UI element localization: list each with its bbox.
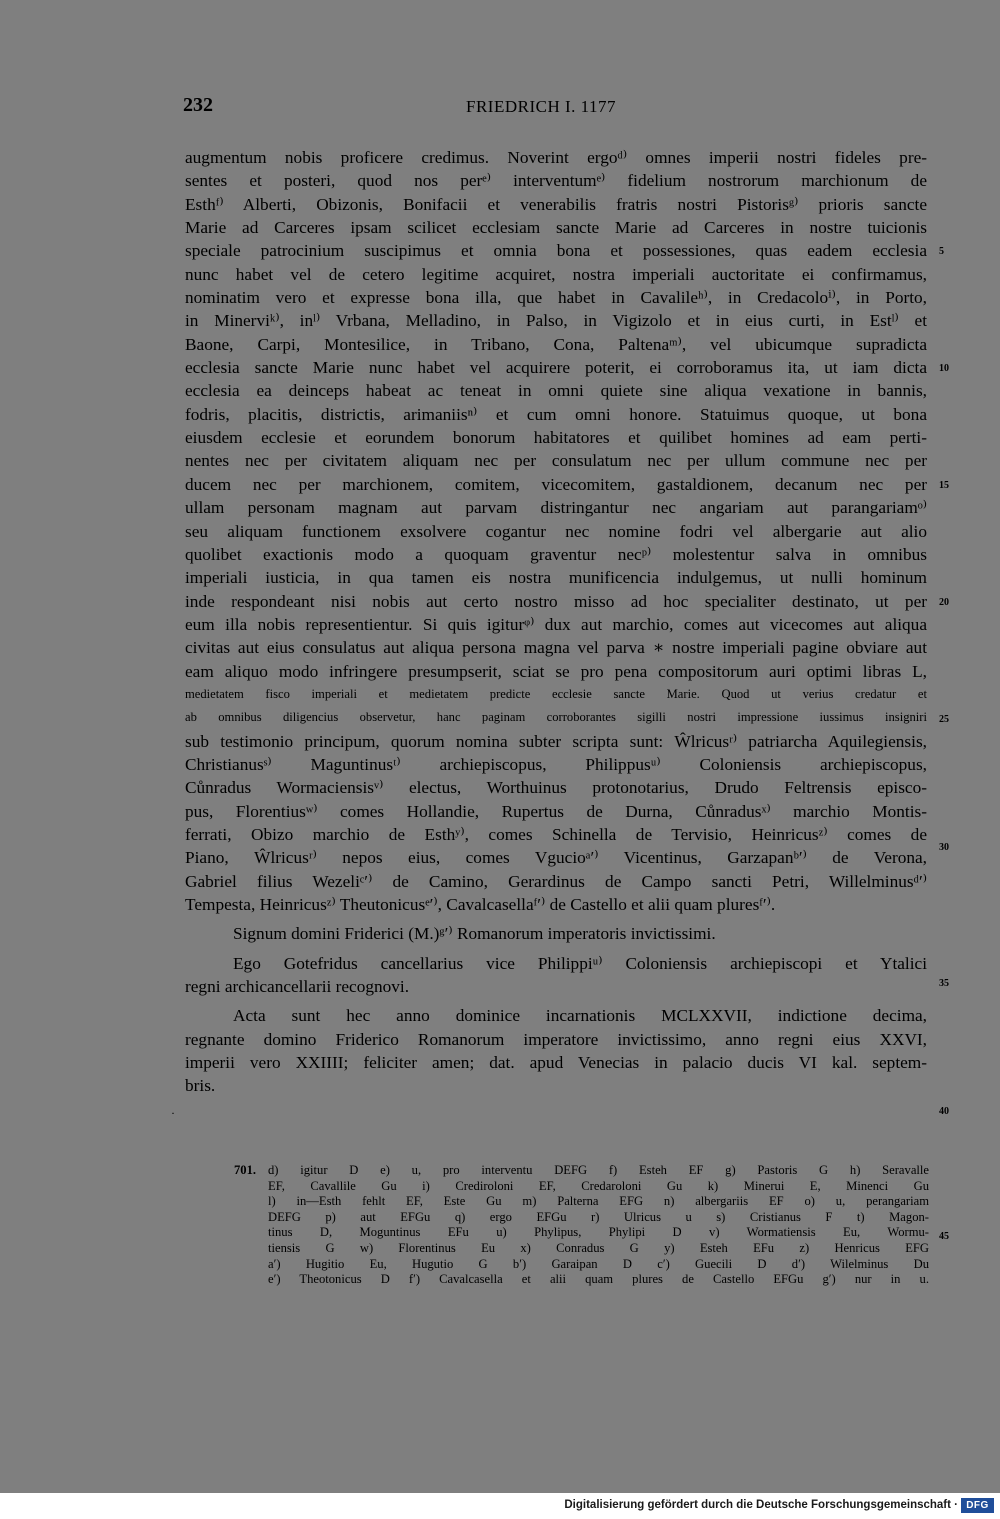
line-number: 35 [939,978,949,989]
text-line: Cůnradus Wormaciensisᵛ⁾ electus, Worthuinus protonotarius, Drudo Feltrensis episco- [185,778,927,798]
footnote-line: tiensis G w) Florentinus Eu x) Conradus G y) Esteh EFu z) Henricus EFG [268,1240,929,1255]
funding-footer [0,1493,1000,1519]
footnote-line-number: 45 [939,1231,949,1242]
line-number: 30 [939,842,949,853]
text-line: medietatem fisco imperiali et medietatem predicte ecclesie sancte Marie. Quod ut verius credatur et [185,686,927,701]
text-line: ecclesia sancte Marie nunc habet vel acquirere poterit, ei corroboramus ita, ut iam dicta [185,358,927,378]
signum-line: Signum domini Friderici (M.)ᵍ′⁾ Romanorum imperatoris invictissimi. [233,924,716,944]
footnote-line: l) in—Esth fehlt EF, Este Gu m) Palterna EFG n) albergariis EF o) u, perangariam [268,1194,929,1209]
text-line: ferrati, Obizo marchio de Esthʸ⁾, comes Schinella de Tervisio, Heinricusᶻ⁾ comes de [185,824,927,844]
text-line: Marie ad Carceres ipsam scilicet ecclesiam sancte Marie ad Carceres in nostre tuicionis [185,218,927,238]
footnote-document-number: 701. [234,1163,257,1177]
line-number: 25 [939,714,949,725]
text-line: Tempesta, Heinricusᶻ⁾ Theutonicusᵉ′⁾, Cavalcasellaᶠ′⁾ de Castello et alii quam pluresᶠ′⁾. [185,895,776,914]
page-number: 232 [183,94,213,116]
text-line: Christianusˢ⁾ Maguntinusᵗ⁾ archiepiscopus, Philippusᵘ⁾ Coloniensis archiepiscopus, [185,754,927,774]
text-line: inde respondeant nisi nobis aut certo nostro misso ad hoc specialiter destinato, ut per [185,591,927,611]
text-line: in Minerviᵏ⁾, inˡ⁾ Vrbana, Melladino, in Palso, in Vigizolo et in eius curti, in Estˡ⁾ et [185,311,927,331]
recognition-line: Ego Gotefridus cancellarius vice Philippiᵘ⁾ Coloniensis archiepiscopi et Ytalici [233,953,927,973]
dating-line: bris. [185,1076,216,1096]
footnote-apparatus [234,1163,929,1288]
footnote-line: a′) Hugitio Eu, Hugutio G b′) Garaipan D c′) Guecili D d′) Wilelminus Du [268,1256,929,1271]
text-line: ullam personam magnam aut parvam distringantur nec angariam aut parangariamᵒ⁾ [185,498,927,518]
text-line: nentes nec per civitatem aliquam nec per consulatum nec per ullum commune nec per [185,451,927,471]
dfg-logo[interactable]: DFG [961,1498,994,1513]
text-line: ecclesia ea deinceps habeat ac teneat in omni quiete sine aliqua vexatione in bannis, [185,381,927,401]
footnote-line: e′) Theotonicus D f′) Cavalcasella et alii quam plures de Castello EFGu g′) nur in u. [268,1272,929,1287]
text-line: augmentum nobis proficere credimus. Noverint ergoᵈ⁾ omnes imperii nostri fideles pre- [185,148,927,167]
footnote-line: EF, Cavallile Gu i) Crediroloni EF, Credaroloni Gu k) Minerui E, Minenci Gu [268,1178,929,1193]
charter-text [185,146,927,1098]
footnote-line: tinus D, Moguntinus EFu u) Phylipus, Phylipi D v) Wormatiensis Eu, Wormu- [268,1225,929,1240]
line-number: 15 [939,480,949,491]
text-line: ab omnibus diligencius observetur, hanc paginam corroborantes sigilli nostri impressione iussimus insigniri [185,710,927,725]
text-line: speciale patrocinium suscipimus et omnia bona et possessiones, quas eadem ecclesia [185,241,927,261]
text-line: ducem nec per marchionem, comitem, vicecomitem, gastaldionem, decanum nec per [185,474,927,494]
text-line: sub testimonio principum, quorum nomina subter scripta sunt: Ŵlricusʳ⁾ patriarcha Aquilegiensis, [185,731,927,751]
funding-notice: Digitalisierung gefördert durch die Deutsche Forschungsgemeinschaft · [564,1499,958,1511]
text-line: seu aliquam functionem exsolvere cogantur nec nomine fodri vel albergarie aut alio [185,521,927,541]
text-line: nominatim vero et expresse bona illa, que habet in Cavalileʰ⁾, in Credacoloⁱ⁾, in Porto, [185,288,927,308]
footnote-line: DEFG p) aut EFGu q) ergo EFGu r) Ulricus u s) Cristianus F t) Magon- [268,1209,929,1224]
dating-line: imperii vero XXIIII; feliciter amen; dat. apud Venecias in palacio ducis VI kal. septem- [185,1053,927,1073]
line-number: 40 [939,1106,949,1117]
text-line: Baone, Carpi, Montesilice, in Tribano, Cona, Paltenaᵐ⁾, vel ubicumque supradicta [185,334,927,354]
text-line: Esthᶠ⁾ Alberti, Obizonis, Bonifacii et venerabilis fratris nostri Pistorisᵍ⁾ prioris sancte [185,194,927,214]
text-line: civitas aut eius consulatus aut aliqua persona magna vel parva ∗ nostre imperiali pagine obviare aut [185,638,927,658]
dating-line: regnante domino Friderico Romanorum imperatore invictissimo, anno regni eius XXVI, [185,1029,927,1049]
line-number: 5 [939,246,944,257]
text-line: Gabriel filius Wezeliᶜ′⁾ de Camino, Gerardinus de Campo sancti Petri, Willelminusᵈ′⁾ [185,871,927,891]
text-line: Piano, Ŵlricusʳ⁾ nepos eius, comes Vgucioᵃ′⁾ Vicentinus, Garzapanᵇ′⁾ de Verona, [185,848,927,868]
line-number: 10 [939,363,949,374]
recognition-line: regni archicancellarii recognovi. [185,977,410,997]
dating-line: Acta sunt hec anno dominice incarnationis MCLXXVII, indictione decima, [233,1006,927,1026]
margin-marker: · [171,1106,175,1120]
text-line: nunc habet vel de cetero legitime acquiret, nostra imperiali auctoritate ei confirmamus, [185,264,927,284]
footnote-line: d) igitur D e) u, pro interventu DEFG f) Esteh EF g) Pastoris G h) Seravalle [268,1163,929,1177]
line-number: 20 [939,597,949,608]
text-line: fodris, placitis, districtis, arimaniisⁿ⁾ et cum omni honore. Statuimus quoque, ut bona [185,404,927,424]
text-line: sentes et posteri, quod nos perᵉ⁾ interventumᵉ⁾ fidelium nostrorum marchionum de [185,171,927,191]
text-line: imperiali iusticia, in qua tamen eis nostra munificencia indulgemus, ut nulli hominum [185,568,927,588]
running-title: FRIEDRICH I. 1177 [466,97,617,116]
text-line: pus, Florentiusʷ⁾ comes Hollandie, Rupertus de Durna, Cůnradusˣ⁾ marchio Montis- [185,801,927,821]
text-line: eam aliquo modo infringere presumpserit, sciat se pro pena compositorum auri optimi libras L, [185,661,927,681]
text-line: quolibet exactionis modo a quoquam graventur necᵖ⁾ molestentur salva in omnibus [185,544,927,564]
text-line: eum illa nobis representientur. Si quis igiturᵠ⁾ dux aut marchio, comes aut vicecomes aut aliqua [185,614,927,634]
text-line: eiusdem ecclesie et eorundem bonorum habitatores et quilibet homines ad eam perti- [185,428,927,448]
